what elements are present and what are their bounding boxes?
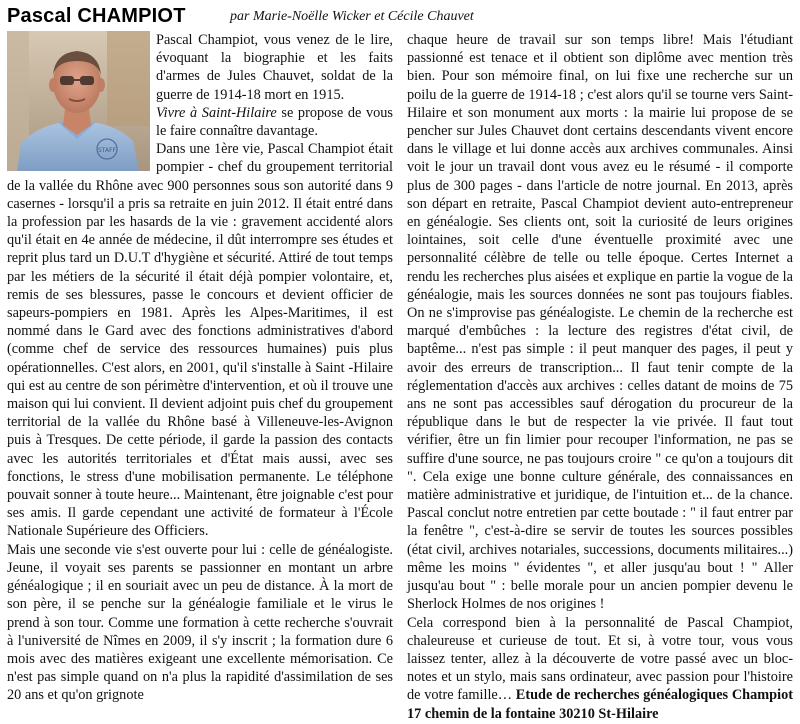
business-address: Etude de recherches généalogiques Champiot 17 chemin de la fontaine 30210 St-Hilaire xyxy=(407,687,793,722)
paragraph-second-life: Mais une seconde vie s'est ouverte pour lui : celle de généalogiste. Jeune, il voyait ses parents se passionner en montant un arbre généalogique ; il en souriait avec un peu de distance. À la mort de son père, il se penche sur la généalogie familiale et le virus le prend à son tour. Comme une formation à cette recherche s'ouvrait à l'université de Nîmes en 2009, il s'y inscrit ; la formation dure 6 mois avec des matières exigeant une excellente mémorisation. Ce n'est pas simple quand on n'a plus la rapidité d'assimilation de ses 20 ans et qu'on grignote xyxy=(7,541,393,704)
left-column xyxy=(7,31,393,721)
paragraph-intro: Pascal Champiot, vous venez de le lire, évoquant la biographie et les faits d'armes de Jules Chauvet, soldat de la guerre de 1914-18 mort en 1915. xyxy=(156,32,393,103)
paragraph-first-life: Dans une 1ère vie, Pascal Champiot était pompier - chef du groupement territorial de la vallée du Rhône avec 900 personnes sous son autorité dans 9 casernes - lorsqu'il a pris sa retraite en juin 2012. Il était entré dans la profession par les hasards de la vie : gravement accidenté alors qu'il était en 4e année de médecine, il dût interrompre ses études et reprit plus tard un D.U.T d'hygiène et sécurité. Attiré de tout temps par les métiers de la sécurité il était déjà pompier volontaire, et, remis de ses blessures, passe le concours et devient officier de sapeurs-pompiers en 1981. Après les Alpes-Maritimes, il est nommé dans le Gard avec des fonctions administratives d'abord (comme chef de service des ressources humaines) puis plus opérationnelles. C'est alors, en 2001, qu'il s'installe à Saint -Hilaire qui est au centre de son périmètre d'intervention, et où il trouve une maison qui lui convient. Il devient adjoint puis chef du groupement territorial de la vallée du Rhône basé à Villeneuve-les-Avignon puis à Tresques. De cette période, il garde la passion des contacts avec les autorités territoriales et d'État mais aussi, avec ses fonctions, le stress d'une mobilisation permanente. Le téléphone pouvait sonner à toute heure... Maintenant, être joignable c'est pour ses amis. Il garde cependant une activité de formateur à l'École Nationale Supérieure des Officiers. xyxy=(7,141,393,540)
paragraph-vivre-text: se propose de vous le faire connaître davantage. xyxy=(156,104,393,140)
publication-name: Vivre à Saint-Hilaire xyxy=(156,104,277,121)
article-title: Pascal CHAMPIOT xyxy=(7,5,186,27)
article-body xyxy=(7,31,793,721)
article-byline: par Marie-Noëlle Wicker et Cécile Chauvet xyxy=(230,9,474,24)
svg-text:STAFF: STAFF xyxy=(97,147,117,154)
right-column xyxy=(407,31,793,721)
article-header xyxy=(7,3,793,29)
portrait-photo xyxy=(7,31,150,171)
paragraph-conclusion-text: Cela correspond bien à la personnalité de Pascal Champiot, chaleureuse et curieuse de tout. Et si, à votre tour, vous vous laissez tenter, allez à la découverte de votre passé avec un bloc-notes et un stylo, mais sans ordinateur, avec passion pour l'histoire de votre famille… xyxy=(407,614,793,704)
portrait-illustration xyxy=(7,31,150,171)
paragraph-conclusion xyxy=(407,614,793,723)
paragraph-research: chaque heure de travail sur son temps libre! Mais l'étudiant passionné est tenace et il obtient son diplôme avec mention très bien. Pour son mémoire final, on lui fixe une recherche sur un poilu de la guerre de 1914-18 ; c'est alors qu'il se tourne vers Saint-Hilaire et son monument aux morts : la mairie lui propose de se pencher sur Jules Chauvet dont certains descendants vivent encore dans le village et lui donne accès aux archives communales. Ainsi voit le jour un travail dont vous avez eu le résumé - il comporte plus de 300 pages - dans l'article de notre journal. En 2013, après son départ en retraite, Pascal Champiot devient auto-entrepreneur en généalogie. Ses clients ont, soit la curiosité de leurs origines lointaines, soit celle d'une éventuelle proximité avec une personnalité célèbre de telle ou telle époque. Certes Internet a rendu les recherches plus aisées et explique en partie la vogue de la généalogie, mais les sources données ne sont pas toujours fiables. On ne s'improvise pas généalogiste. Le chemin de la recherche est marqué d'embûches : la lecture des registres d'état civil, de baptême... n'est pas simple : il peut manquer des pages, il peut y avoir des erreurs de transcription... Il faut tenir compte de la réglementation d'accès aux archives : celles datant de moins de 75 ans ne sont pas accessibles sauf dérogation du procureur de la république dans le but de respecter la vie privée. Il faut tout vérifier, être un fin limier pour recouper l'information, ne pas se suffire d'une source, ne pas toujours croire " ce qu'on a toujours dit ". Cela exige une bonne culture générale, des connaissances en matière administrative et juridique, de l'intuition et... de la chance. Pascal conclut notre entretien par cette boutade : " il faut entrer par la fenêtre ", c'est-à-dire se servir de toutes les sources possibles (état civil, archives notariales, successions, documents militaires...) même les moins " évidentes ", et aller jusqu'au bout ! " Aller jusqu'au bout " : belle morale pour un ancien pompier devenu le Sherlock Holmes de nos origines ! xyxy=(407,32,793,613)
